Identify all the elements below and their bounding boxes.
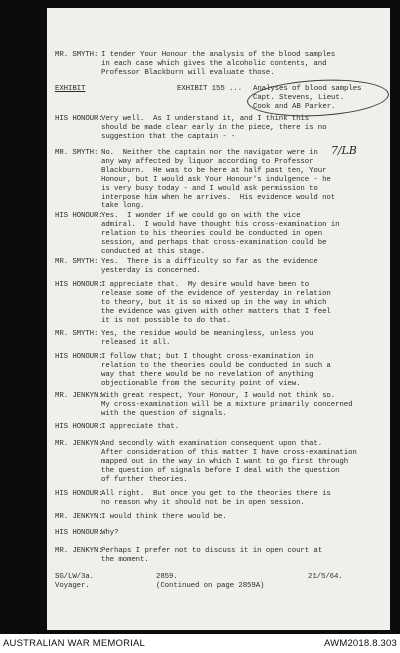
archive-caption: AUSTRALIAN WAR MEMORIAL bbox=[3, 638, 146, 649]
speech-text: With great respect, Your Honour, I would not think so. My cross-examination will be a mixture primarily concerned with the question of signals. bbox=[101, 392, 353, 418]
document-page bbox=[47, 8, 390, 630]
page-number: 2859. (Continued on page 2859A) bbox=[156, 573, 265, 590]
speaker-label: MR. SMYTH: bbox=[55, 258, 99, 266]
document-date: 21/5/64. bbox=[308, 573, 343, 581]
speech-text: I tender Your Honour the analysis of the blood samples in each case which gives the alcoholic contents, and Professor Blackburn will evaluate those. bbox=[101, 51, 336, 77]
speech-text: Very well. As I understand it, and I think this should be made clear early in the piece, there is no suggestion that the captain - - bbox=[101, 115, 327, 141]
speaker-label: MR. SMYTH: bbox=[55, 51, 99, 59]
speech-text: I appreciate that. My desire would have been to release some of the evidence of yesterday in relation to theory, but it is so mixed up in the way in which the evidence was given with other matters that I feel it is not possible to do that. bbox=[101, 281, 331, 325]
file-reference: SG/LW/3a. Voyager. bbox=[55, 573, 95, 590]
speech-text: I appreciate that. bbox=[101, 423, 180, 431]
speech-text: Why? bbox=[101, 529, 119, 537]
speaker-label: HIS HONOUR: bbox=[55, 212, 103, 220]
speaker-label: HIS HONOUR: bbox=[55, 529, 103, 537]
exhibit-description: Analyses of blood samples Capt. Stevens, Lieut. Cook and AB Parker. bbox=[253, 85, 362, 111]
speaker-label: HIS HONOUR: bbox=[55, 115, 103, 123]
speaker-label: MR. JENKYN: bbox=[55, 547, 103, 555]
speech-text: All right. But once you get to the theories there is no reason why it should not be in open session. bbox=[101, 490, 331, 507]
speaker-label: HIS HONOUR: bbox=[55, 353, 103, 361]
speech-text: No. Neither the captain nor the navigator were in any way affected by liquor according to Professor Blackburn. He was to be here at half past ten, Your Honour, but I would ask Your Honour's indulgence - he is very busy today - and I would ask permission to interpose him when he arrives. His evidence would not take long. bbox=[101, 149, 336, 211]
archive-accession-number: AWM2018.8.303 bbox=[323, 638, 397, 649]
speaker-label: MR. SMYTH: bbox=[55, 149, 99, 157]
speaker-label: HIS HONOUR: bbox=[55, 423, 103, 431]
speech-text: Yes. There is a difficulty so far as the evidence yesterday is concerned. bbox=[101, 258, 318, 275]
speaker-label: MR. JENKYN: bbox=[55, 513, 103, 521]
exhibit-reference: EXHIBIT 155 ... bbox=[177, 85, 243, 93]
handwritten-margin-note: 7/LB bbox=[331, 144, 357, 157]
speech-text: Yes, the residue would be meaningless, unless you released it all. bbox=[101, 330, 314, 347]
speaker-label: HIS HONOUR: bbox=[55, 281, 103, 289]
exhibit-label: EXHIBIT bbox=[55, 85, 86, 93]
speech-text: And secondly with examination consequent upon that. After consideration of this matter I have cross-examination mapped out in the way in which I want to go first through the question of signals before I deal with the question of further theories. bbox=[101, 440, 357, 484]
speech-text: Yes. I wonder if we could go on with the vice admiral. I would have thought his cross-examination in relation to his theories could be conducted in open session, and perhaps that cross-examination could be conducted at this stage. bbox=[101, 212, 340, 256]
speaker-label: MR. JENKYN: bbox=[55, 392, 103, 400]
speaker-label: MR. SMYTH: bbox=[55, 330, 99, 338]
speaker-label: HIS HONOUR: bbox=[55, 490, 103, 498]
speech-text: I follow that; but I thought cross-examination in relation to the theories could be conducted in such a way that there would be no revelation of anything objectionable from the security point of view. bbox=[101, 353, 331, 388]
speaker-label: MR. JENKYN: bbox=[55, 440, 103, 448]
speech-text: Perhaps I prefer not to discuss it in open court at the moment. bbox=[101, 547, 323, 564]
speech-text: I would think there would be. bbox=[101, 513, 227, 521]
